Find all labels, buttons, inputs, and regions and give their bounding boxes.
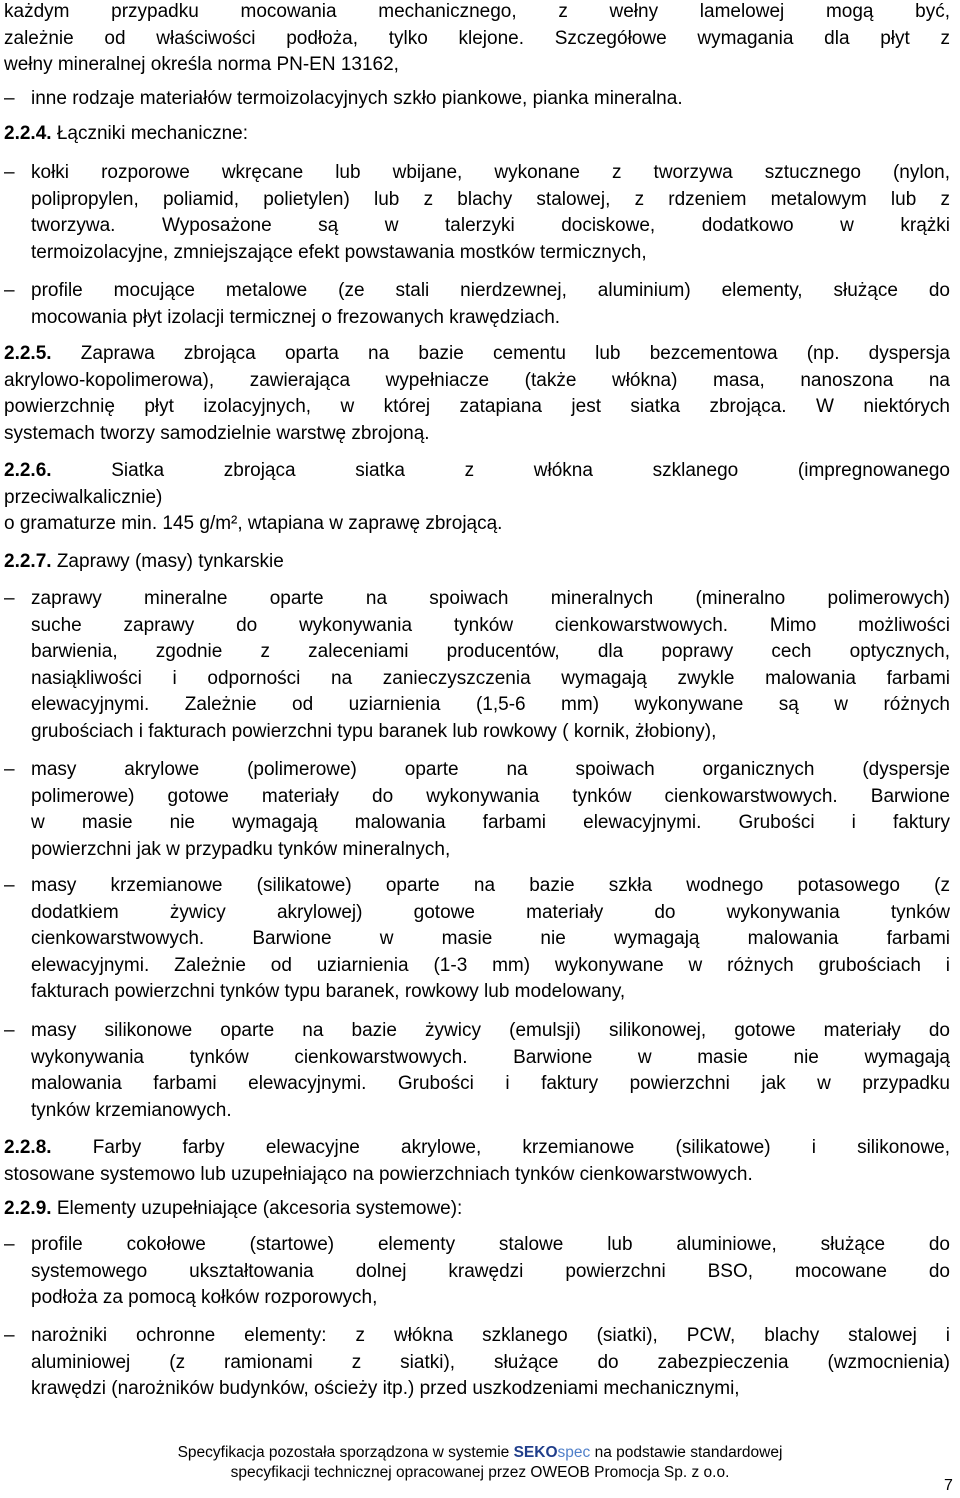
line-text: przeciwalkalicznie) (4, 486, 163, 508)
list-dash-icon: – (4, 162, 15, 183)
line-text: cienkowarstwowych. Barwione w masie nie wymagają malowania farbami (31, 928, 950, 950)
list-item-line (31, 214, 950, 238)
list-item-line (31, 1260, 950, 1284)
section-number: 2.2.8. (4, 1137, 52, 1158)
section-line (4, 1136, 950, 1160)
paragraph-line (4, 53, 950, 77)
footer-line-2: specyfikacji technicznej opracowanej przez OWEOB Promocja Sp. z o.o. (230, 1464, 730, 1481)
line-text: aluminiowej (z ramionami z siatki), służące do zabezpieczenia (wzmocnienia) (31, 1351, 950, 1373)
list-dash-icon: – (4, 280, 15, 301)
list-item-line (31, 614, 950, 638)
line-text: elewacyjnymi. Zależnie od uziarnienia (1,5-6 mm) wykonywane są w różnych (31, 694, 950, 716)
list-item-line (31, 1099, 950, 1123)
line-text: Zaprawy (masy) tynkarskie (56, 551, 284, 572)
list-item-line (31, 1019, 950, 1043)
list-dash-icon: – (4, 759, 15, 780)
line-text: masy krzemianowe (silikatowe) oparte na bazie szkła wodnego potasowego (z (31, 875, 950, 896)
line-text: krawędzi (narożników budynków, ościeży itp.) przed uszkodzeniami mechanicznymi, (31, 1378, 740, 1400)
line-text: systemowego ukształtowania dolnej krawędzi powierzchni BSO, mocowane do (31, 1260, 950, 1282)
section-line (4, 1197, 950, 1221)
line-text: polimerowe) gotowe materiały do wykonywania tynków cienkowarstwowych. Barwione (31, 785, 950, 807)
section-line (4, 122, 950, 146)
line-text: termoizolacyjne, zmniejszające efekt powstawania mostków termicznych, (31, 241, 647, 263)
list-item-line (31, 927, 950, 951)
line-text: każdym przypadku mocowania mechanicznego, z wełny lamelowej mogą być, (4, 1, 950, 22)
list-item-line (31, 87, 950, 111)
list-item-line (31, 874, 950, 898)
list-dash-icon: – (4, 88, 15, 109)
section-number: 2.2.6. (4, 460, 52, 481)
list-item-line (31, 838, 950, 862)
line-text: systemach tworzy samodzielnie warstwę zbrojoną. (4, 422, 430, 444)
line-text: masy silikonowe oparte na bazie żywicy (emulsji) silikonowej, gotowe materiały do (31, 1020, 950, 1041)
section-line (4, 342, 950, 366)
list-item-line (31, 241, 950, 265)
list-item-line (31, 1324, 950, 1348)
list-item-line (31, 1351, 950, 1375)
footer-text-after: na podstawie standardowej (590, 1444, 783, 1461)
list-dash-icon: – (4, 875, 15, 896)
line-text: suche zaprawy do wykonywania tynków cienkowarstwowych. Mimo możliwości (31, 614, 950, 636)
line-text: fakturach powierzchni tynków typu baranek, rowkowy lub modelowany, (31, 981, 626, 1003)
section-line (4, 550, 950, 574)
line-text: nasiąkliwości i odporności na zanieczyszczenia wymagają zwykle malowania farbami (31, 667, 950, 689)
list-item-line (31, 758, 950, 782)
footer-text-before: Specyfikacja pozostała sporządzona w systemie (177, 1444, 514, 1461)
sekospec-logo-spec: spec (557, 1444, 591, 1461)
line-text: wykonywania tynków cienkowarstwowych. Barwione w masie nie wymagają (31, 1046, 950, 1068)
section-line (4, 369, 950, 393)
section-line (4, 459, 950, 483)
line-text: powierzchnię płyt izolacyjnych, w której zatapiana jest siatka zbrojąca. W niektórych (4, 396, 950, 418)
section-line (4, 512, 950, 536)
line-text: stosowane systemowo lub uzupełniająco na powierzchniach tynków cienkowarstwowych. (4, 1163, 753, 1185)
line-text: tynków krzemianowych. (31, 1099, 232, 1121)
list-dash-icon: – (4, 1234, 15, 1255)
list-item-line (31, 954, 950, 978)
section-number: 2.2.9. (4, 1198, 52, 1219)
line-text: barwienia, zgodnie z zaleceniami producentów, dla poprawy cech optycznych, (31, 641, 950, 663)
line-text: podłoża za pomocą kołków rozporowych, (31, 1287, 378, 1309)
sekospec-logo-seko: SEKO (513, 1444, 558, 1461)
line-text: akrylowo-kopolimerowa), zawierająca wypełniacze (także włókna) masa, nanoszona na (4, 369, 950, 391)
list-item-line (31, 188, 950, 212)
list-item-line (31, 306, 950, 330)
list-dash-icon: – (4, 588, 15, 609)
footer-line-1 (0, 1443, 960, 1463)
line-text: elewacyjnymi. Zależnie od uziarnienia (1-3 mm) wykonywane w różnych grubościach i (31, 954, 950, 976)
line-text: wełny mineralnej określa norma PN-EN 13162, (4, 54, 399, 76)
line-text: Siatka zbrojąca siatka z włókna szklanego (impregnowanego (111, 460, 950, 481)
list-item-line (31, 161, 950, 185)
list-item-line (31, 720, 950, 744)
list-item-line (31, 901, 950, 925)
page-number: 7 (944, 1477, 953, 1494)
line-text: dodatkiem żywicy akrylowej) gotowe materiały do wykonywania tynków (31, 901, 950, 923)
list-item-line (31, 640, 950, 664)
line-text: malowania farbami elewacyjnymi. Grubości i faktury powierzchni jak w przypadku (31, 1073, 950, 1095)
line-text: tworzywa. Wyposażone są w talerzyki dociskowe, dodatkowo w krążki (31, 215, 950, 237)
section-line (4, 395, 950, 419)
list-item-line (31, 1072, 950, 1096)
section-number: 2.2.5. (4, 343, 52, 364)
list-item-line (31, 693, 950, 717)
line-text: Farby farby elewacyjne akrylowe, krzemianowe (silikatowe) i silikonowe, (92, 1137, 951, 1158)
line-text: kołki rozporowe wkręcane lub wbijane, wykonane z tworzywa sztucznego (nylon, (31, 162, 950, 183)
line-text: Elementy uzupełniające (akcesoria systemowe): (56, 1198, 463, 1219)
section-number: 2.2.7. (4, 551, 52, 572)
list-item-line (31, 667, 950, 691)
line-text: grubościach i fakturach powierzchni typu baranek lub rowkowy ( kornik, żłobiony), (31, 721, 717, 742)
paragraph-line (4, 0, 950, 24)
list-item-line (31, 785, 950, 809)
list-item-line (31, 811, 950, 835)
section-number: 2.2.4. (4, 123, 52, 144)
line-text: zależnie od właściwości podłoża, tylko klejone. Szczegółowe wymagania dla płyt z (4, 27, 950, 49)
line-text: Zaprawa zbrojąca oparta na bazie cementu lub bezcementowa (np. dyspersja (80, 343, 951, 364)
line-text: inne rodzaje materiałów termoizolacyjnych szkło piankowe, pianka mineralna. (31, 88, 683, 109)
line-text: profile cokołowe (startowe) elementy stalowe lub aluminiowe, służące do (31, 1234, 950, 1255)
list-dash-icon: – (4, 1020, 15, 1041)
line-text: profile mocujące metalowe (ze stali nierdzewnej, aluminium) elementy, służące do (31, 280, 950, 301)
line-text: masy akrylowe (polimerowe) oparte na spoiwach organicznych (dyspersje (31, 759, 950, 780)
line-text: mocowania płyt izolacji termicznej o frezowanych krawędziach. (31, 306, 561, 328)
list-item-line (31, 980, 950, 1004)
line-text: w masie nie wymagają malowania farbami elewacyjnymi. Grubości i faktury (31, 812, 950, 834)
line-text: zaprawy mineralne oparte na spoiwach mineralnych (mineralno polimerowych) (31, 588, 950, 609)
section-line (4, 1163, 950, 1187)
list-item-line (31, 1046, 950, 1070)
line-text: narożniki ochronne elementy: z włókna szklanego (siatki), PCW, blachy stalowej i (31, 1325, 950, 1346)
list-item-line (31, 279, 950, 303)
paragraph-line (4, 27, 950, 51)
line-text: powierzchni jak w przypadku tynków mineralnych, (31, 838, 451, 860)
line-text: polipropylen, poliamid, polietylen) lub z blachy stalowej, z rdzeniem metalowym lub z (31, 188, 950, 210)
list-dash-icon: – (4, 1325, 15, 1346)
section-line (4, 486, 950, 510)
list-item-line (31, 1286, 950, 1310)
line-text: o gramaturze min. 145 g/m², wtapiana w zaprawę zbrojącą. (4, 513, 503, 535)
list-item-line (31, 587, 950, 611)
section-line (4, 422, 950, 446)
list-item-line (31, 1377, 950, 1401)
line-text: Łączniki mechaniczne: (56, 123, 248, 144)
list-item-line (31, 1233, 950, 1257)
